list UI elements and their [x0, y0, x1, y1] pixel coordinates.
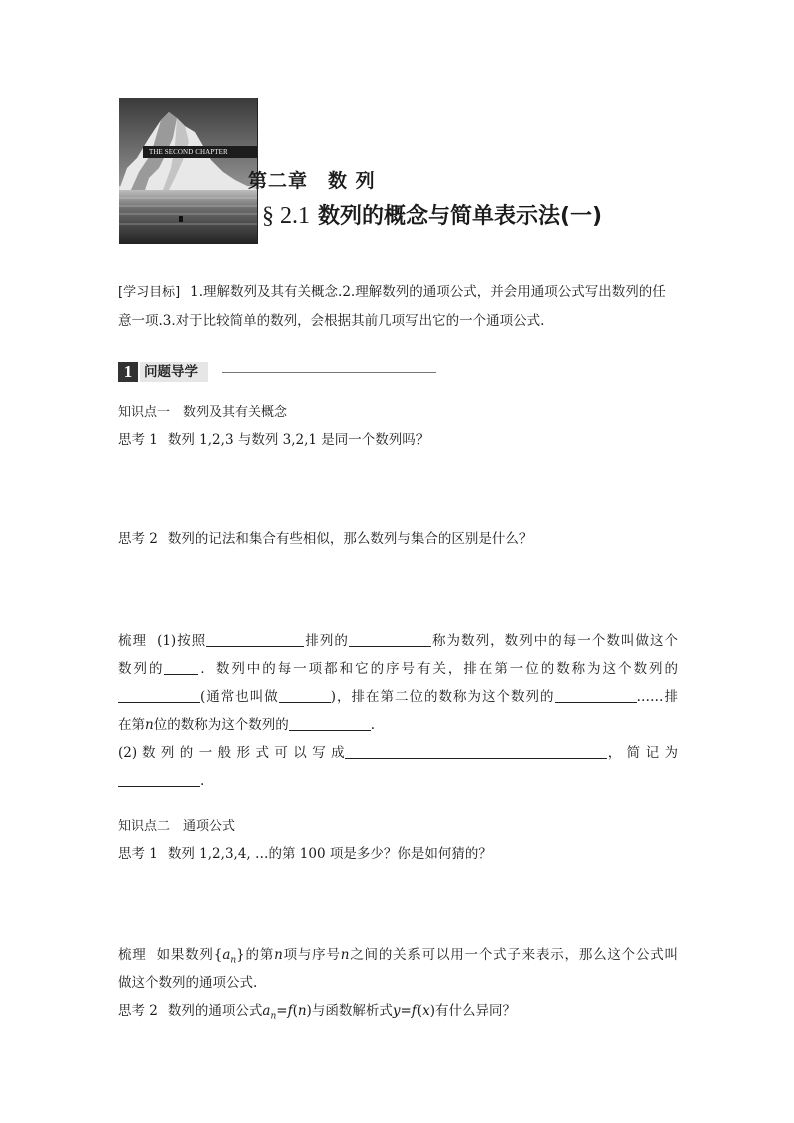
variable-y: y	[392, 1003, 401, 1019]
subscript-n: n	[230, 955, 237, 966]
summary-1-line-5	[118, 739, 678, 767]
summary-1-text: 称为数列，数列中的每一个数叫做这个	[430, 633, 679, 649]
objectives-text: 1.理解数列及其有关概念.2.理解数列的通项公式，并会用通项公式写出数列的任意一项.3.对于比较简单的数列，会根据其前几项写出它的一个通项公式.	[118, 284, 666, 329]
section-header	[118, 362, 436, 382]
kp1-think-2	[118, 529, 532, 549]
fill-blank[interactable]	[345, 745, 607, 759]
kp2-think-1-text: 数列 1,2,3,4, …的第 100 项是多少？你是如何猜的？	[167, 846, 492, 862]
summary-1-text: .	[200, 773, 205, 789]
summary-1-line-4	[118, 711, 678, 739]
kp1-think-1-text: 数列 1,2,3 与数列 3,2,1 是同一个数列吗？	[167, 432, 430, 448]
fill-blank[interactable]	[206, 633, 304, 647]
fill-blank[interactable]	[164, 661, 198, 675]
section-header-rule	[222, 372, 436, 373]
kp2-think-2	[118, 1001, 516, 1027]
summary-1-text: (通常也叫做	[200, 689, 279, 705]
summary-2-label: 梳理	[118, 947, 147, 963]
summary-1-line-1	[118, 627, 678, 655]
variable-n: n	[340, 947, 350, 963]
kp1-think-2-label: 思考 2	[118, 531, 158, 547]
variable-f: f	[287, 1003, 293, 1019]
fill-blank[interactable]	[118, 689, 200, 703]
section-header-label: 问题导学	[140, 362, 208, 382]
kp1-think-2-text: 数列的记法和集合有些相似，那么数列与集合的区别是什么？	[167, 531, 533, 547]
fill-blank[interactable]	[118, 773, 200, 787]
summary-1-text: 在第	[118, 717, 145, 733]
variable-f: f	[411, 1003, 417, 1019]
knowledge-point-1-title: 知识点一 数列及其有关概念	[118, 405, 288, 420]
variable-a: a	[222, 947, 231, 963]
summary-1-text: .	[370, 717, 375, 733]
think-text: =	[400, 1003, 412, 1019]
summary-2-text: 之间的关系可以用一个式子来表示，那么这个公式叫	[349, 947, 679, 963]
think-text: =	[276, 1003, 288, 1019]
iceberg-illustration	[119, 98, 258, 244]
variable-a: a	[262, 1003, 271, 1019]
variable-n: n	[274, 947, 283, 963]
think-text: (	[416, 1003, 423, 1019]
summary-1-text: ， 简 记 为	[607, 745, 679, 761]
summary-2-line-2: 做这个数列的通项公式.	[118, 975, 258, 991]
variable-x: x	[422, 1003, 430, 1019]
kp2-think-1	[118, 844, 492, 864]
section-title-text: 数列的概念与简单表示法(一)	[318, 204, 603, 229]
kp1-think-1	[118, 430, 429, 450]
section-header-number: 1	[118, 362, 138, 382]
cover-band-text: THE SECOND CHAPTER	[143, 146, 257, 158]
summary-2-text: 项与序号	[282, 947, 341, 963]
variable-n: n	[145, 717, 154, 733]
fill-blank[interactable]	[349, 633, 431, 647]
section-title	[262, 199, 602, 230]
subscript-n: n	[270, 1011, 277, 1022]
summary-2-text: 如果数列{	[156, 947, 223, 963]
fill-blank[interactable]	[555, 689, 637, 703]
think-text: )有什么异同？	[429, 1003, 516, 1019]
section-number: § 2.1	[262, 203, 310, 229]
knowledge-point-2-title: 知识点二 通项公式	[118, 819, 236, 834]
summary-1-text: 排列的	[304, 633, 349, 649]
summary-1-text: (1)按照	[157, 633, 207, 649]
fill-blank[interactable]	[279, 689, 331, 703]
chapter-title: 第二章 数 列	[248, 170, 376, 192]
kp2-think-2-label: 思考 2	[118, 1003, 158, 1019]
summary-1-label: 梳理	[118, 633, 148, 649]
fill-blank[interactable]	[289, 717, 371, 731]
summary-1-line-2	[118, 655, 678, 683]
summary-1-text: 位的数称为这个数列的	[153, 717, 289, 733]
think-text: (	[292, 1003, 298, 1019]
variable-n: n	[297, 1003, 307, 1019]
summary-1-text: )，排在第二位的数称为这个数列的	[330, 689, 555, 705]
summary-1-text: ……排	[636, 689, 678, 705]
kp1-think-1-label: 思考 1	[118, 432, 158, 448]
summary-1-line-3	[118, 683, 678, 711]
think-text: 数列的通项公式	[167, 1003, 263, 1019]
summary-2-text: }的第	[236, 947, 275, 963]
summary-1-text: (2) 数 列 的 一 般 形 式 可 以 写 成	[118, 745, 346, 761]
kp2-think-1-label: 思考 1	[118, 846, 158, 862]
summary-1-text: ．数列中的每一项都和它的序号有关，排在第一位的数称为这个数列的	[198, 661, 679, 677]
learning-objectives	[118, 278, 678, 335]
chapter-cover-image	[119, 98, 258, 244]
summary-1-line-6	[118, 767, 678, 795]
summary-1-text: 数列的	[118, 661, 165, 677]
think-text: )与函数解析式	[306, 1003, 393, 1019]
objectives-label: [学习目标]	[118, 285, 181, 300]
